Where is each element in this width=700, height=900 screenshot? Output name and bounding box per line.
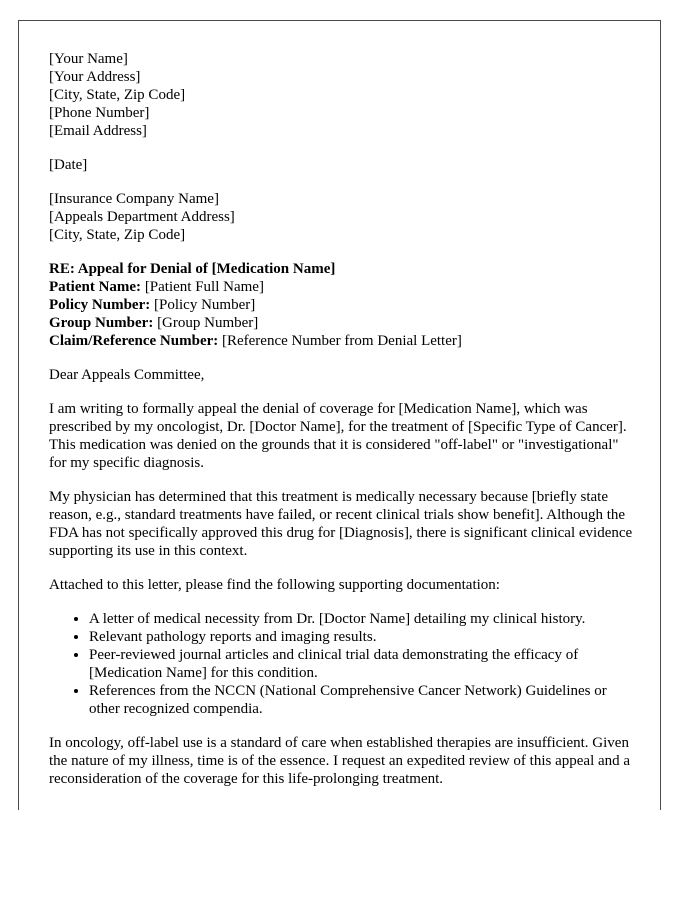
reference-block bbox=[49, 260, 635, 350]
re-line: RE: Appeal for Denial of [Medication Name] bbox=[49, 261, 336, 277]
letter-page bbox=[18, 20, 661, 810]
claim-number-line bbox=[49, 332, 635, 350]
claim-number-value: [Reference Number from Denial Letter] bbox=[218, 333, 462, 349]
recipient-company: [Insurance Company Name] bbox=[49, 191, 219, 207]
documentation-intro: Attached to this letter, please find the following supporting documentation: bbox=[49, 577, 500, 593]
sender-phone: [Phone Number] bbox=[49, 105, 150, 121]
patient-name-value: [Patient Full Name] bbox=[141, 279, 264, 295]
patient-name-line bbox=[49, 278, 635, 296]
body-paragraph-closing: In oncology, off-label use is a standard of care when established therapies are insufficient. Given the nature of my illness, time is of the essence. I request an expedited review of this appeal and a reconsideration of the coverage for this life-prolonging treatment. bbox=[49, 735, 631, 787]
list-item: • References from the NCCN (National Comprehensive Cancer Network) Guidelines or other recognized compendia. bbox=[89, 682, 635, 718]
sender-city-state-zip: [City, State, Zip Code] bbox=[49, 87, 186, 103]
list-item: • A letter of medical necessity from Dr. [Doctor Name] detailing my clinical history. bbox=[89, 610, 635, 628]
letter-content bbox=[49, 50, 635, 788]
letter-date: [Date] bbox=[49, 157, 88, 173]
recipient-block bbox=[49, 190, 635, 244]
list-item: • Relevant pathology reports and imaging results. bbox=[89, 628, 635, 646]
sender-block bbox=[49, 50, 635, 140]
recipient-department-address: [Appeals Department Address] bbox=[49, 209, 235, 225]
policy-number-value: [Policy Number] bbox=[150, 297, 256, 313]
group-number-value: [Group Number] bbox=[153, 315, 259, 331]
sender-address: [Your Address] bbox=[49, 69, 141, 85]
body-paragraph-2: My physician has determined that this treatment is medically necessary because [briefly state reason, e.g., standard treatments have failed, or recent clinical trials show benefit]. Although the FDA has not specifically approved this drug for [Diagnosis], there is significant clinical evidence supporting its use in this context. bbox=[49, 489, 633, 559]
recipient-city-state-zip: [City, State, Zip Code] bbox=[49, 227, 186, 243]
policy-number-line bbox=[49, 296, 635, 314]
documentation-list bbox=[49, 610, 635, 718]
group-number-label: Group Number: bbox=[49, 315, 154, 331]
salutation: Dear Appeals Committee, bbox=[49, 367, 205, 383]
claim-number-label: Claim/Reference Number: bbox=[49, 333, 219, 349]
list-item: • Peer-reviewed journal articles and clinical trial data demonstrating the efficacy of [Medication Name] for this condition. bbox=[89, 646, 635, 682]
body-paragraph-1: I am writing to formally appeal the denial of coverage for [Medication Name], which was prescribed by my oncologist, Dr. [Doctor Name], for the treatment of [Specific Type of Cancer]. This medication was denied on the grounds that it is considered "off-label" or "investigational" for my specific diagnosis. bbox=[49, 401, 627, 471]
policy-number-label: Policy Number: bbox=[49, 297, 151, 313]
group-number-line bbox=[49, 314, 635, 332]
date-block bbox=[49, 156, 635, 174]
sender-email: [Email Address] bbox=[49, 123, 147, 139]
sender-name: [Your Name] bbox=[49, 51, 128, 67]
patient-name-label: Patient Name: bbox=[49, 279, 142, 295]
